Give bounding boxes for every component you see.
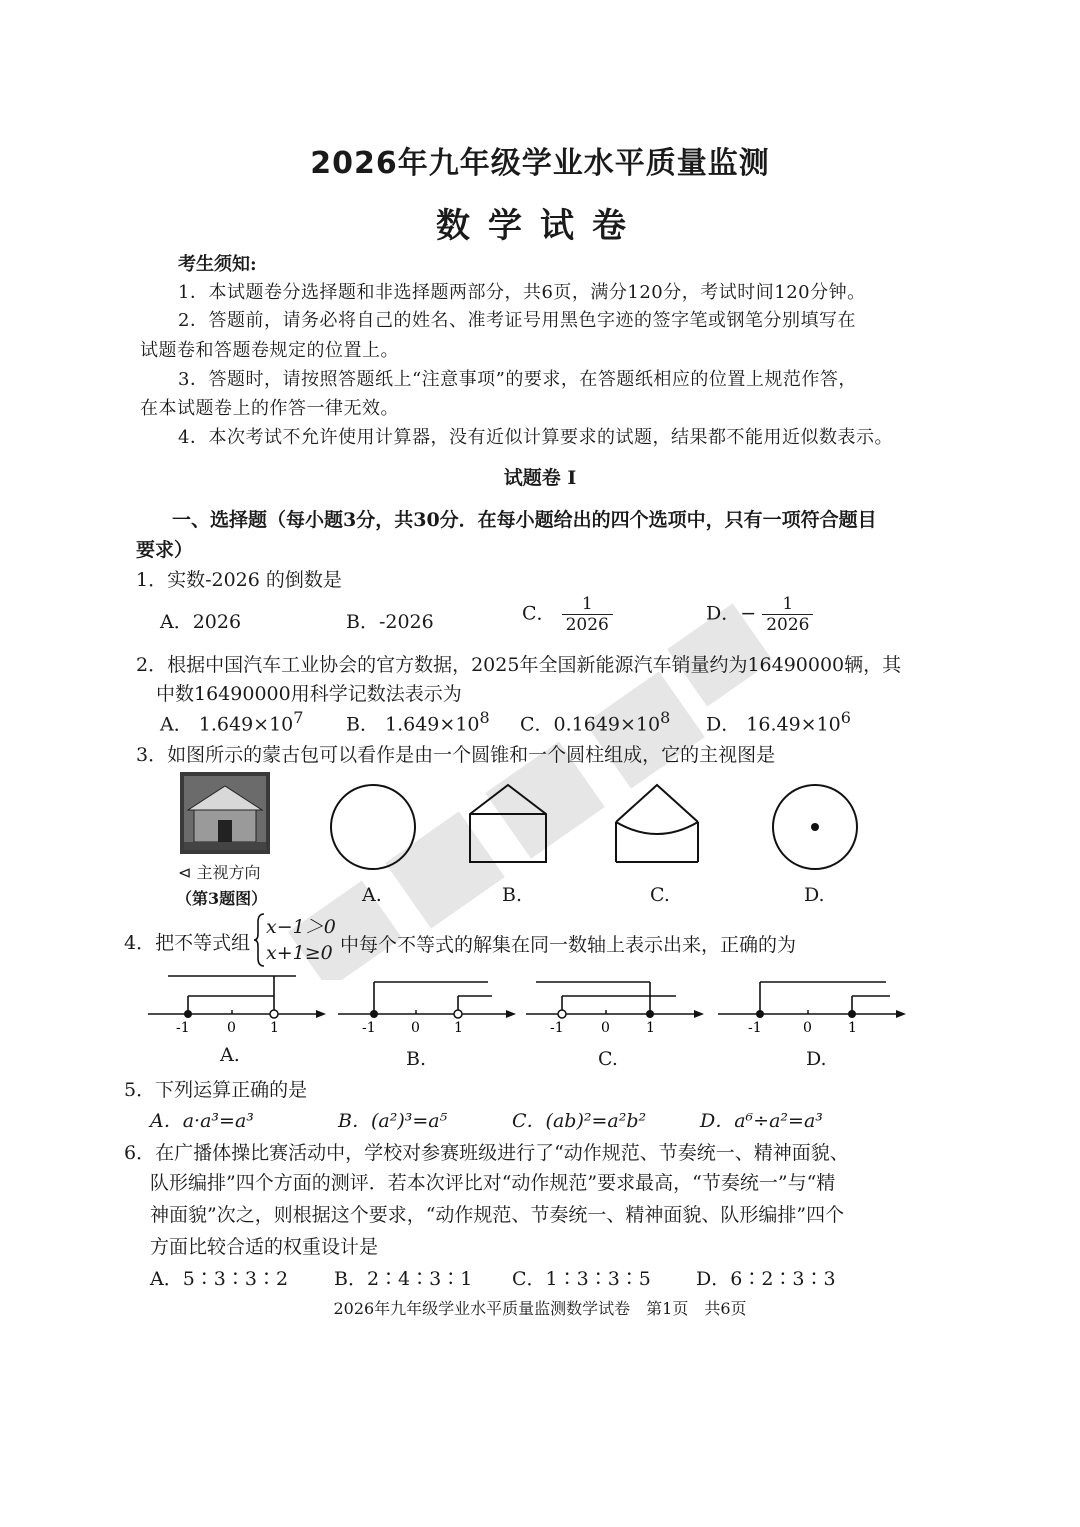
tick-label-b-1: 1 xyxy=(454,1020,463,1036)
q2-d-exp: 6 xyxy=(840,708,851,727)
q4-numberline-c xyxy=(526,966,706,1036)
notice-item-3a: 3．答题时，请按照答题纸上“注意事项”的要求，在答题纸相应的位置上规范作答， xyxy=(178,369,857,390)
arrow-icon: ⊲ xyxy=(178,863,197,882)
tick-label-d-0: 0 xyxy=(803,1020,812,1036)
q3-figure-c xyxy=(612,782,702,866)
q6-stem-2: 队形编排”四个方面的测评．若本次评比对“动作规范”要求最高，“节奏统一”与“精 xyxy=(150,1172,836,1194)
q1-option-d xyxy=(706,594,813,635)
q6-stem-3: 神面貌”次之，则根据这个要求，“动作规范、节奏统一、精神面貌、队形编排”四个 xyxy=(150,1204,845,1226)
q1-stem: 1．实数-2026 的倒数是 xyxy=(136,569,342,591)
q1-option-d-fraction xyxy=(762,594,813,635)
q1-c-numerator: 1 xyxy=(562,594,613,615)
q1-d-denominator: 2026 xyxy=(766,615,810,635)
q5-option-c: C．(ab)²=a²b² xyxy=(512,1110,647,1132)
page-footer: 2026年九年级学业水平质量监测数学试卷 第1页 共6页 xyxy=(333,1299,747,1318)
tick-label-d-1: 1 xyxy=(848,1020,857,1036)
q2-d-text: D． 16.49×10 xyxy=(706,713,841,736)
q1-option-a: A．2026 xyxy=(160,611,242,633)
q3-figure-d xyxy=(770,782,860,872)
q4-label-a: A. xyxy=(220,1044,240,1066)
q6-option-a: A．5∶3∶3∶2 xyxy=(150,1268,289,1290)
tick-label-b-0: 0 xyxy=(411,1020,420,1036)
q3-label-c: C. xyxy=(650,884,670,906)
q2-b-exp: 8 xyxy=(479,708,490,727)
q4-label-c: C. xyxy=(598,1048,618,1070)
tick-label-d-m1: -1 xyxy=(748,1020,762,1036)
tick-label-b-m1: -1 xyxy=(362,1020,376,1036)
q2-option-b xyxy=(346,708,490,736)
q4-numberline-b xyxy=(338,966,518,1036)
q1-c-denominator: 2026 xyxy=(565,615,609,635)
q3-figure-a xyxy=(328,782,418,872)
notice-heading: 考生须知: xyxy=(178,254,257,275)
q4-brace xyxy=(254,912,266,968)
q1-option-b: B．-2026 xyxy=(346,611,434,633)
q6-stem-1: 6．在广播体操比赛活动中，学校对参赛班级进行了“动作规范、节奏统一、精神面貌、 xyxy=(124,1142,849,1164)
q4-inequality-1: x−1＞0 xyxy=(266,916,336,938)
q3-label-a: A. xyxy=(362,884,382,906)
q1-option-d-label: D．− xyxy=(706,602,757,625)
notice-item-4: 4．本次考试不允许使用计算器，没有近似计算要求的试题，结果都不能用近似数表示。 xyxy=(178,427,893,448)
notice-item-2b: 试题卷和答题卷规定的位置上。 xyxy=(140,340,399,361)
q4-label-b: B. xyxy=(406,1048,427,1070)
tick-label-a-1: 1 xyxy=(270,1020,279,1036)
q3-caption: （第3题图） xyxy=(176,889,268,908)
q4-stem-post: 中每个不等式的解集在同一数轴上表示出来，正确的为 xyxy=(340,934,797,956)
subject-title: 数学试卷 xyxy=(436,206,644,246)
exam-title: 2026年九年级学业水平质量监测 xyxy=(310,146,770,181)
q2-option-d xyxy=(706,708,851,736)
q6-option-c: C．1∶3∶3∶5 xyxy=(512,1268,651,1290)
section-title: 试题卷 I xyxy=(503,467,577,489)
q5-option-a: A．a·a³=a³ xyxy=(150,1110,254,1132)
q1-option-c xyxy=(522,594,613,635)
tick-label-a-m1: -1 xyxy=(176,1020,190,1036)
q6-option-d: D．6∶2∶3∶3 xyxy=(696,1268,836,1290)
q1-option-c-label: C． xyxy=(522,602,556,625)
tick-label-c-m1: -1 xyxy=(550,1020,564,1036)
tick-label-c-1: 1 xyxy=(646,1020,655,1036)
q6-option-b: B．2∶4∶3∶1 xyxy=(334,1268,473,1290)
q2-stem-2: 中数16490000用科学记数法表示为 xyxy=(156,683,462,705)
q2-option-c xyxy=(520,708,670,736)
q1-option-c-fraction xyxy=(562,594,613,635)
part1-heading: 一、选择题（每小题3分，共30分．在每小题给出的四个选项中，只有一项符合题目 xyxy=(172,509,877,531)
q2-a-text: A． 1.649×10 xyxy=(160,713,294,736)
q4-numberline-d xyxy=(718,966,908,1036)
yurt-photo xyxy=(180,772,270,854)
q2-b-text: B． 1.649×10 xyxy=(346,713,480,736)
q3-direction xyxy=(178,860,261,883)
q3-direction-text: 主视方向 xyxy=(196,863,261,882)
q5-option-d: D．a⁶÷a²=a³ xyxy=(700,1110,823,1132)
q2-c-exp: 8 xyxy=(660,708,671,727)
q4-numberline-a xyxy=(148,966,328,1036)
q1-d-numerator: 1 xyxy=(762,594,813,615)
part1-heading-cont: 要求） xyxy=(136,539,194,561)
q4-label-d: D. xyxy=(806,1048,827,1070)
q5-stem: 5．下列运算正确的是 xyxy=(124,1079,308,1101)
q3-label-b: B. xyxy=(502,884,523,906)
notice-item-3b: 在本试题卷上的作答一律无效。 xyxy=(140,398,399,419)
notice-item-1: 1．本试题卷分选择题和非选择题两部分，共6页，满分120分，考试时间120分钟。 xyxy=(178,282,866,303)
q2-stem-1: 2．根据中国汽车工业协会的官方数据，2025年全国新能源汽车销量约为16490000辆，其 xyxy=(136,654,902,676)
q4-stem-pre: 4．把不等式组 xyxy=(124,932,251,954)
q6-stem-4: 方面比较合适的权重设计是 xyxy=(150,1236,379,1258)
notice-item-2a: 2．答题前，请务必将自己的姓名、准考证号用黑色字迹的签字笔或钢笔分别填写在 xyxy=(178,310,856,331)
q5-option-b: B．(a²)³=a⁵ xyxy=(338,1110,448,1132)
q3-label-d: D. xyxy=(804,884,825,906)
q4-inequality-2: x+1≥0 xyxy=(266,942,333,964)
q2-c-text: C．0.1649×10 xyxy=(520,713,661,736)
q3-stem: 3．如图所示的蒙古包可以看作是由一个圆锥和一个圆柱组成，它的主视图是 xyxy=(136,744,776,766)
tick-label-c-0: 0 xyxy=(601,1020,610,1036)
q2-a-exp: 7 xyxy=(293,708,304,727)
tick-label-a-0: 0 xyxy=(227,1020,236,1036)
q2-option-a xyxy=(160,708,303,736)
q3-figure-b xyxy=(466,782,550,866)
